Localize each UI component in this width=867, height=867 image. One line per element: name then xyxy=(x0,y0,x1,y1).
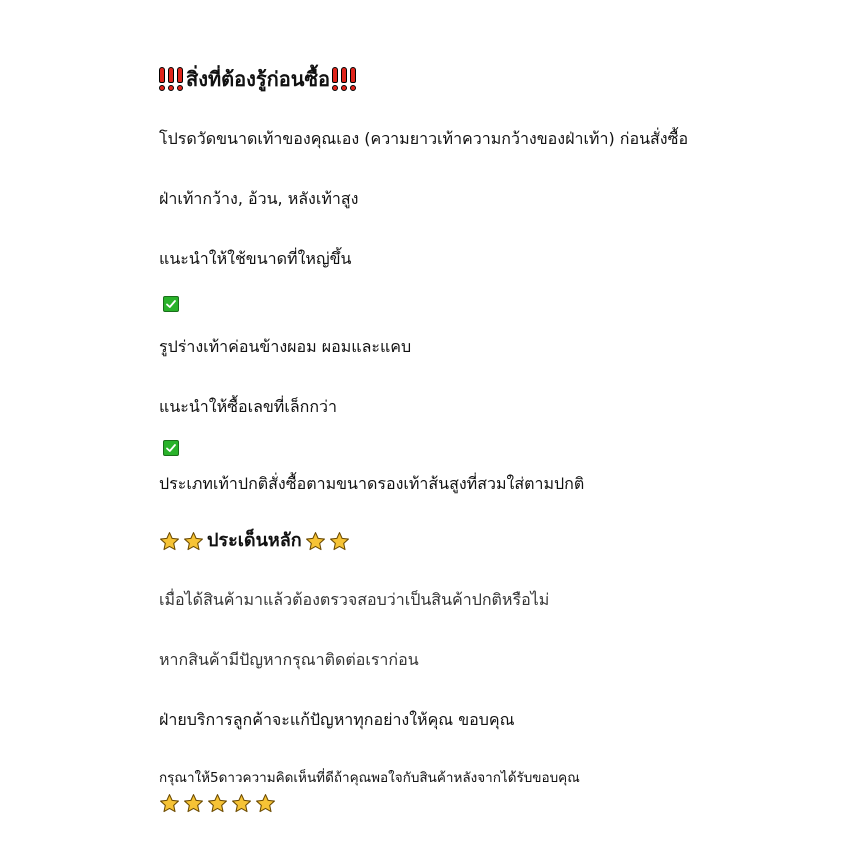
exclamation-icon xyxy=(341,67,348,91)
exclamation-icon xyxy=(332,67,339,91)
exclamation-icons-left xyxy=(159,67,184,91)
star-icons-right xyxy=(305,531,350,552)
star-icon xyxy=(159,793,180,814)
check-mark-icon xyxy=(163,296,179,312)
exclamation-icon xyxy=(159,67,166,91)
measure-instruction: โปรดวัดขนาดเท้าของคุณเอง (ความยาวเท้าความกว้างของฝ่าเท้า) ก่อนสั่งซื้อ xyxy=(159,129,689,148)
normal-feet-text: ประเภทเท้าปกติสั่งซื้อตามขนาดรองเท้าส้นสูงที่สวมใส่ตามปกติ xyxy=(159,474,585,493)
star-icon xyxy=(183,793,204,814)
review-request-text: กรุณาให้5ดาวความคิดเห็นที่ดีถ้าคุณพอใจกับสินค้าหลังจากได้รับขอบคุณ xyxy=(159,770,580,786)
star-icon xyxy=(183,531,204,552)
main-points-heading-text: ประเด็นหลัก xyxy=(207,530,302,551)
star-icon xyxy=(231,793,252,814)
main-point-item: ฝ่ายบริการลูกค้าจะแก้ปัญหาทุกอย่างให้คุณ ขอบคุณ xyxy=(159,710,515,729)
star-icon xyxy=(255,793,276,814)
check-mark-icon xyxy=(163,440,179,456)
star-icons-left xyxy=(159,531,204,552)
section-heading xyxy=(159,66,359,92)
main-point-item: หากสินค้ามีปัญหากรุณาติดต่อเราก่อน xyxy=(159,650,419,669)
rating-stars xyxy=(159,793,276,819)
star-icon xyxy=(159,531,180,552)
rating-star-row xyxy=(159,793,276,814)
recommend-larger-text: แนะนำให้ใช้ขนาดที่ใหญ่ขึ้น xyxy=(159,249,352,268)
star-icon xyxy=(305,531,326,552)
exclamation-icons-right xyxy=(332,67,357,91)
section-heading-text: สิ่งที่ต้องรู้ก่อนซื้อ xyxy=(186,67,331,91)
wide-feet-text: ฝ่าเท้ากว้าง, อ้วน, หลังเท้าสูง xyxy=(159,189,359,208)
recommend-smaller-text: แนะนำให้ซื้อเลขที่เล็กกว่า xyxy=(159,397,337,416)
narrow-feet-text: รูปร่างเท้าค่อนข้างผอม ผอมและแคบ xyxy=(159,337,412,356)
main-point-item: เมื่อได้สินค้ามาแล้วต้องตรวจสอบว่าเป็นสินค้าปกติหรือไม่ xyxy=(159,590,550,609)
star-icon xyxy=(207,793,228,814)
star-icon xyxy=(329,531,350,552)
exclamation-icon xyxy=(168,67,175,91)
exclamation-icon xyxy=(177,67,184,91)
main-points-heading xyxy=(159,528,350,554)
exclamation-icon xyxy=(350,67,357,91)
